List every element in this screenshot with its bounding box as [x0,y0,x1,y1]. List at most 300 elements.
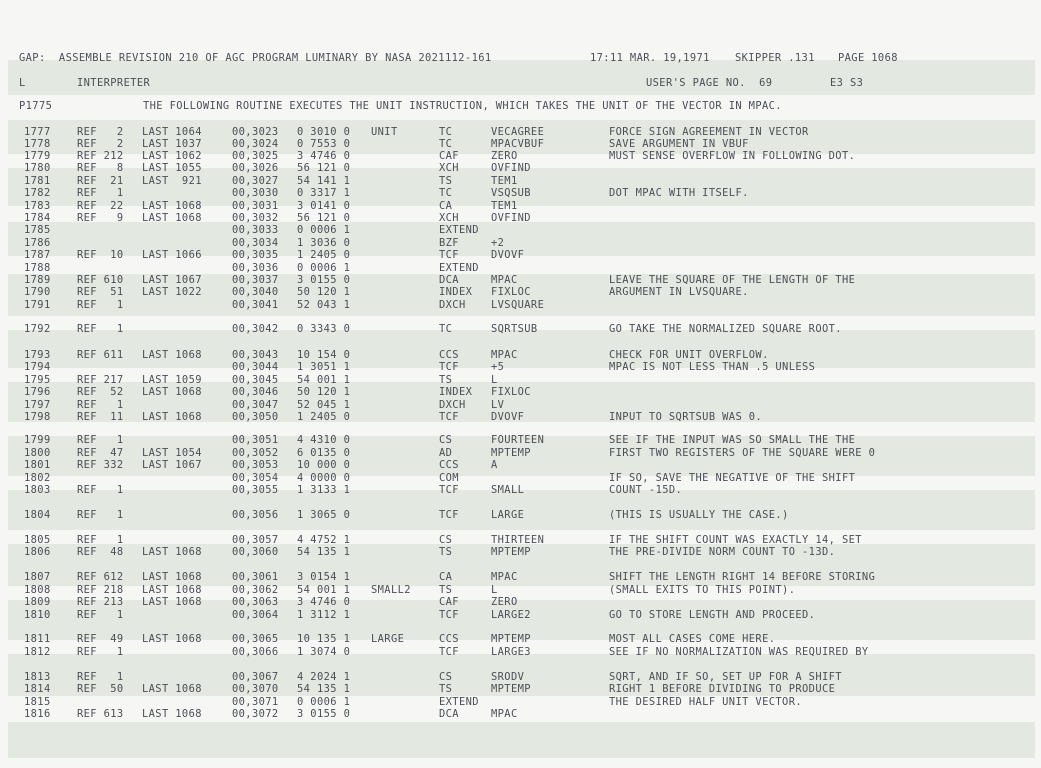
line-number: 1807 [24,571,51,583]
band [8,722,1035,758]
octal-word: 4 0000 0 [297,472,351,484]
line-number: 1793 [24,349,51,361]
listing-row [0,410,1041,424]
line-number: 1785 [24,224,51,236]
ref-field: REF 1 [77,399,124,411]
octal-word: 1 3074 0 [297,646,351,658]
listing-row [0,570,1041,584]
comment: RIGHT 1 BEFORE DIVIDING TO PRODUCE [609,683,836,695]
octal-word: 6 0135 0 [297,447,351,459]
address: 00,3061 [232,571,279,583]
listing-row [0,483,1041,497]
last-field: LAST 1062 [142,150,202,162]
operand: FIXLOC [491,286,531,298]
line-number: 1813 [24,671,51,683]
ref-field: REF 1 [77,187,124,199]
opcode: TCF [439,361,459,373]
address: 00,3067 [232,671,279,683]
listing-row [0,508,1041,522]
ref-field: REF 1 [77,609,124,621]
listing-row [0,285,1041,299]
ref-field: REF 213 [77,596,124,608]
users-page: USER'S PAGE NO. 69 [646,77,773,89]
line-number: 1802 [24,472,51,484]
opcode: TCF [439,509,459,521]
address: 00,3023 [232,126,279,138]
line-number: 1794 [24,361,51,373]
line-number: 1782 [24,187,51,199]
address: 00,3053 [232,459,279,471]
last-field: LAST 1068 [142,571,202,583]
operand: MPACVBUF [491,138,545,150]
listing-row [0,360,1041,374]
comment: GO TAKE THE NORMALIZED SQUARE ROOT. [609,323,842,335]
opcode: DCA [439,708,459,720]
operand: SRODV [491,671,525,683]
comment: LEAVE THE SQUARE OF THE LENGTH OF THE [609,274,856,286]
ref-field: REF 2 [77,126,124,138]
comment: MUST SENSE OVERFLOW IN FOLLOWING DOT. [609,150,856,162]
operand: FIXLOC [491,386,531,398]
octal-word: 52 043 1 [297,299,351,311]
last-field: LAST 1055 [142,162,202,174]
operand: OVFIND [491,162,531,174]
last-field: LAST 1068 [142,386,202,398]
last-field: LAST 1068 [142,708,202,720]
octal-word: 54 135 1 [297,546,351,558]
octal-word: 54 135 1 [297,683,351,695]
intro-id: P1775 [19,100,53,112]
line-number: 1799 [24,434,51,446]
address: 00,3052 [232,447,279,459]
listing-row [0,433,1041,447]
octal-word: 4 2024 1 [297,671,351,683]
comment: FORCE SIGN AGREEMENT IN VECTOR [609,126,809,138]
line-number: 1814 [24,683,51,695]
address: 00,3041 [232,299,279,311]
operand: TEM1 [491,175,518,187]
octal-word: 3 4746 0 [297,596,351,608]
operand: DVOVF [491,249,525,261]
ref-field: REF 1 [77,484,124,496]
address: 00,3063 [232,596,279,608]
octal-word: 3 4746 0 [297,150,351,162]
ref-field: REF 11 [77,411,124,423]
octal-word: 0 0006 1 [297,262,351,274]
octal-word: 56 121 0 [297,162,351,174]
address: 00,3060 [232,546,279,558]
opcode: TS [439,584,453,596]
address: 00,3035 [232,249,279,261]
listing-row [0,707,1041,721]
operand: VSQSUB [491,187,531,199]
operand: +2 [491,237,505,249]
operand: MPAC [491,274,518,286]
ref-field: REF 52 [77,386,124,398]
section-code: E3 S3 [830,77,864,89]
operand: VECAGREE [491,126,545,138]
last-field: LAST 1059 [142,374,202,386]
address: 00,3036 [232,262,279,274]
ref-field: REF 613 [77,708,124,720]
listing-row [0,248,1041,262]
last-field: LAST 1068 [142,633,202,645]
header-page: PAGE 1068 [838,52,898,64]
header-skipper: SKIPPER .131 [735,52,815,64]
octal-word: 10 154 0 [297,349,351,361]
comment: MOST ALL CASES COME HERE. [609,633,776,645]
ref-field: REF 48 [77,546,124,558]
octal-word: 3 0141 0 [297,200,351,212]
ref-field: REF 1 [77,534,124,546]
opcode: EXTEND [439,262,479,274]
ref-field: REF 22 [77,200,124,212]
line-number: 1804 [24,509,51,521]
octal-word: 50 120 1 [297,286,351,298]
line-number: 1787 [24,249,51,261]
last-field: LAST 1068 [142,349,202,361]
line-number: 1777 [24,126,51,138]
operand: ZERO [491,596,518,608]
address: 00,3043 [232,349,279,361]
octal-word: 54 001 1 [297,374,351,386]
opcode: CAF [439,150,459,162]
octal-word: 1 3133 1 [297,484,351,496]
listing-row [0,298,1041,312]
line-number: 1812 [24,646,51,658]
listing-row [0,385,1041,399]
last-field: LAST 1067 [142,274,202,286]
comment: FIRST TWO REGISTERS OF THE SQUARE WERE 0 [609,447,876,459]
ref-field: REF 610 [77,274,124,286]
ref-field: REF 218 [77,584,124,596]
octal-word: 4 4310 0 [297,434,351,446]
label: SMALL2 [371,584,411,596]
comment: COUNT -15D. [609,484,683,496]
address: 00,3051 [232,434,279,446]
address: 00,3056 [232,509,279,521]
last-field: LAST 1068 [142,200,202,212]
line-number: 1789 [24,274,51,286]
operand: THIRTEEN [491,534,545,546]
operand: MPTEMP [491,447,531,459]
last-field: LAST 1068 [142,411,202,423]
opcode: CAF [439,596,459,608]
octal-word: 0 3010 0 [297,126,351,138]
opcode: TC [439,187,453,199]
line-number: 1808 [24,584,51,596]
ref-field: REF 611 [77,349,124,361]
octal-word: 0 0006 1 [297,224,351,236]
operand: OVFIND [491,212,531,224]
address: 00,3071 [232,696,279,708]
operand: +5 [491,361,505,373]
line-number: 1801 [24,459,51,471]
address: 00,3065 [232,633,279,645]
header-title: GAP: ASSEMBLE REVISION 210 OF AGC PROGRAM LUMINARY BY NASA 2021112-161 [19,52,492,64]
ref-field: REF 212 [77,150,124,162]
comment: SHIFT THE LENGTH RIGHT 14 BEFORE STORING [609,571,876,583]
operand: MPAC [491,708,518,720]
octal-word: 0 7553 0 [297,138,351,150]
listing-row [0,595,1041,609]
address: 00,3042 [232,323,279,335]
listing-row [0,458,1041,472]
operand: MPAC [491,349,518,361]
last-field: LAST 1068 [142,683,202,695]
address: 00,3064 [232,609,279,621]
opcode: CA [439,571,453,583]
operand: LV [491,399,505,411]
opcode: DCA [439,274,459,286]
opcode: EXTEND [439,696,479,708]
line-number: 1809 [24,596,51,608]
opcode: XCH [439,212,459,224]
opcode: INDEX [439,286,473,298]
operand: L [491,374,498,386]
opcode: DXCH [439,299,466,311]
address: 00,3024 [232,138,279,150]
comment: DOT MPAC WITH ITSELF. [609,187,749,199]
operand: LARGE3 [491,646,531,658]
last-field: LAST 921 [142,175,202,187]
ref-field: REF 1 [77,646,124,658]
line-number: 1780 [24,162,51,174]
address: 00,3070 [232,683,279,695]
line-number: 1790 [24,286,51,298]
octal-word: 52 045 1 [297,399,351,411]
comment: CHECK FOR UNIT OVERFLOW. [609,349,769,361]
opcode: COM [439,472,459,484]
ref-field: REF 21 [77,175,124,187]
address: 00,3031 [232,200,279,212]
ref-field: REF 49 [77,633,124,645]
address: 00,3072 [232,708,279,720]
octal-word: 1 2405 0 [297,249,351,261]
operand: MPAC [491,571,518,583]
ref-field: REF 1 [77,509,124,521]
operand: DVOVF [491,411,525,423]
address: 00,3034 [232,237,279,249]
ref-field: REF 8 [77,162,124,174]
line-number: 1778 [24,138,51,150]
opcode: DXCH [439,399,466,411]
ref-field: REF 9 [77,212,124,224]
octal-word: 56 121 0 [297,212,351,224]
section-title: INTERPRETER [77,77,151,89]
operand: SMALL [491,484,525,496]
intro-text: THE FOLLOWING ROUTINE EXECUTES THE UNIT INSTRUCTION, WHICH TAKES THE UNIT OF THE VECTOR IN MPAC. [143,100,782,112]
line-number: 1792 [24,323,51,335]
octal-word: 1 2405 0 [297,411,351,423]
comment: THE DESIRED HALF UNIT VECTOR. [609,696,803,708]
address: 00,3040 [232,286,279,298]
octal-word: 1 3112 1 [297,609,351,621]
line-number: 1795 [24,374,51,386]
address: 00,3033 [232,224,279,236]
opcode: CS [439,434,453,446]
listing-row [0,632,1041,646]
opcode: CS [439,534,453,546]
octal-word: 10 135 1 [297,633,351,645]
octal-word: 4 4752 1 [297,534,351,546]
line-number: 1783 [24,200,51,212]
last-field: LAST 1067 [142,459,202,471]
ref-field: REF 332 [77,459,124,471]
opcode: TC [439,323,453,335]
opcode: BZF [439,237,459,249]
opcode: TCF [439,484,459,496]
operand: MPTEMP [491,546,531,558]
ref-field: REF 2 [77,138,124,150]
octal-word: 0 3343 0 [297,323,351,335]
comment: SAVE ARGUMENT IN VBUF [609,138,749,150]
opcode: TC [439,138,453,150]
band [8,60,1035,95]
line-number: 1791 [24,299,51,311]
comment: INPUT TO SQRTSUB WAS 0. [609,411,763,423]
address: 00,3046 [232,386,279,398]
octal-word: 1 3065 0 [297,509,351,521]
ref-field: REF 612 [77,571,124,583]
listing-row [0,608,1041,622]
line-number: 1811 [24,633,51,645]
opcode: CCS [439,349,459,361]
address: 00,3032 [232,212,279,224]
address: 00,3045 [232,374,279,386]
comment: GO TO STORE LENGTH AND PROCEED. [609,609,816,621]
address: 00,3054 [232,472,279,484]
ref-field: REF 1 [77,299,124,311]
opcode: TS [439,683,453,695]
listing-row [0,682,1041,696]
last-field: LAST 1037 [142,138,202,150]
operand: LARGE2 [491,609,531,621]
comment: (THIS IS USUALLY THE CASE.) [609,509,789,521]
line-number: 1781 [24,175,51,187]
octal-word: 3 0155 0 [297,274,351,286]
last-field: LAST 1022 [142,286,202,298]
subheader-l: L [19,77,26,89]
address: 00,3026 [232,162,279,174]
operand: FOURTEEN [491,434,545,446]
opcode: INDEX [439,386,473,398]
octal-word: 1 3036 0 [297,237,351,249]
comment: (SMALL EXITS TO THIS POINT). [609,584,796,596]
comment: THE PRE-DIVIDE NORM COUNT TO -13D. [609,546,836,558]
opcode: TS [439,546,453,558]
comment: MPAC IS NOT LESS THAN .5 UNLESS [609,361,816,373]
ref-field: REF 10 [77,249,124,261]
line-number: 1800 [24,447,51,459]
line-number: 1797 [24,399,51,411]
opcode: XCH [439,162,459,174]
operand: A [491,459,498,471]
octal-word: 10 000 0 [297,459,351,471]
last-field: LAST 1068 [142,596,202,608]
ref-field: REF 1 [77,671,124,683]
operand: SQRTSUB [491,323,538,335]
operand: L [491,584,498,596]
line-number: 1815 [24,696,51,708]
listing-row [0,322,1041,336]
line-number: 1784 [24,212,51,224]
label: UNIT [371,126,398,138]
line-number: 1798 [24,411,51,423]
opcode: TCF [439,646,459,658]
opcode: AD [439,447,453,459]
opcode: CS [439,671,453,683]
octal-word: 54 141 1 [297,175,351,187]
opcode: CCS [439,633,459,645]
operand: LVSQUARE [491,299,545,311]
octal-word: 3 0155 0 [297,708,351,720]
comment: SEE IF NO NORMALIZATION WAS REQUIRED BY [609,646,869,658]
opcode: EXTEND [439,224,479,236]
operand: TEM1 [491,200,518,212]
line-number: 1803 [24,484,51,496]
opcode: TS [439,175,453,187]
address: 00,3055 [232,484,279,496]
operand: LARGE [491,509,525,521]
operand: ZERO [491,150,518,162]
line-number: 1796 [24,386,51,398]
listing-row [0,161,1041,175]
address: 00,3037 [232,274,279,286]
opcode: TCF [439,609,459,621]
listing-row [0,545,1041,559]
opcode: TCF [439,411,459,423]
octal-word: 54 001 1 [297,584,351,596]
comment: IF SO, SAVE THE NEGATIVE OF THE SHIFT [609,472,856,484]
opcode: CCS [439,459,459,471]
line-number: 1806 [24,546,51,558]
listing-row [0,223,1041,237]
operand: MPTEMP [491,633,531,645]
line-number: 1810 [24,609,51,621]
address: 00,3066 [232,646,279,658]
address: 00,3047 [232,399,279,411]
line-number: 1786 [24,237,51,249]
line-number: 1788 [24,262,51,274]
octal-word: 50 120 1 [297,386,351,398]
address: 00,3050 [232,411,279,423]
opcode: TS [439,374,453,386]
address: 00,3062 [232,584,279,596]
comment: SQRT, AND IF SO, SET UP FOR A SHIFT [609,671,842,683]
opcode: TCF [439,249,459,261]
octal-word: 0 0006 1 [297,696,351,708]
comment: SEE IF THE INPUT WAS SO SMALL THE THE [609,434,856,446]
address: 00,3044 [232,361,279,373]
opcode: CA [439,200,453,212]
address: 00,3027 [232,175,279,187]
line-number: 1779 [24,150,51,162]
address: 00,3025 [232,150,279,162]
last-field: LAST 1064 [142,126,202,138]
address: 00,3030 [232,187,279,199]
listing-row [0,186,1041,200]
comment: IF THE SHIFT COUNT WAS EXACTLY 14, SET [609,534,862,546]
operand: MPTEMP [491,683,531,695]
listing-row [0,645,1041,659]
ref-field: REF 1 [77,323,124,335]
last-field: LAST 1068 [142,212,202,224]
last-field: LAST 1054 [142,447,202,459]
last-field: LAST 1066 [142,249,202,261]
octal-word: 3 0154 1 [297,571,351,583]
ref-field: REF 51 [77,286,124,298]
